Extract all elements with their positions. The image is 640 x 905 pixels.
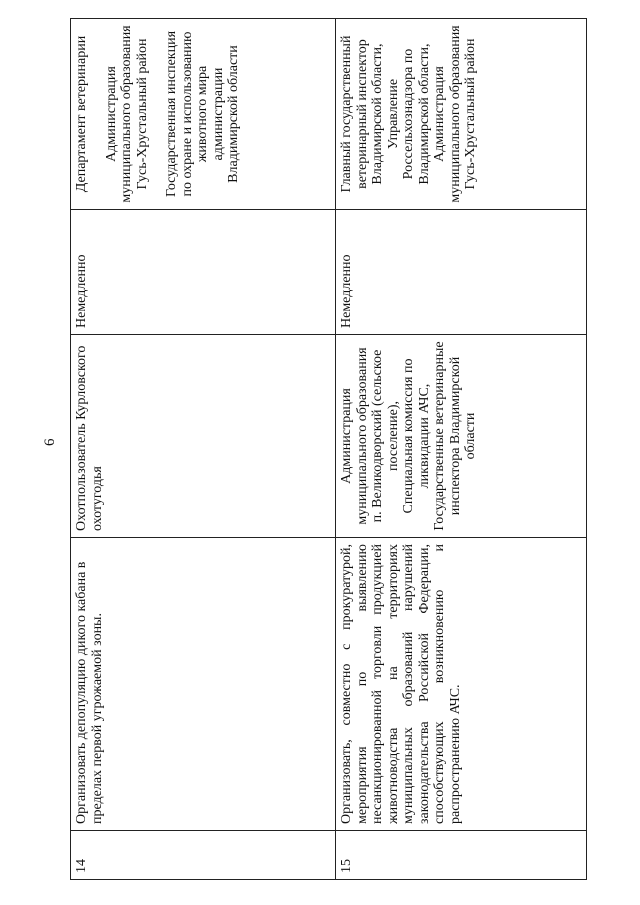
responsible-line: Охотпользователь Курловского охотугодья [74, 345, 105, 531]
row-number: 14 [71, 831, 336, 880]
executor-line: Администрация муниципального образования Гусь-Хрустальный район [103, 25, 150, 203]
responsible-line: Специальная комиссия по ликвидации АЧС, [401, 358, 432, 514]
executors-cell [336, 19, 587, 210]
term-cell: Немедленно [336, 210, 587, 335]
measures-table-container [70, 25, 586, 880]
responsible-cell [71, 335, 336, 538]
row-number: 15 [336, 831, 587, 880]
executor-line: Главный государственный ветеринарный инспектор Владимирской области, [339, 35, 385, 193]
responsible-cell [336, 335, 587, 538]
responsible-line: Государственные ветеринарные инспектора Владимирской области [432, 341, 478, 531]
action-cell: Организовать, совместно с прокуратурой, мероприятия по выявлению несанкционированной торговли продукцией животноводства на территориях муниципальных образований нарушений законодательства Российской Федерации, способствующих возникновению и распространению АЧС. [336, 538, 587, 831]
executor-line: Администрация муниципального образования Гусь-Хрустальный район [432, 25, 478, 203]
table-row [336, 19, 587, 880]
executor-line: Управление Россельхознадзора по Владимирской области, [385, 43, 432, 185]
table-row [71, 19, 336, 880]
executor-line: Государственная инспекция по охране и использованию животного мира администрации Владимирской области [164, 30, 241, 198]
executors-cell [71, 19, 336, 210]
term-cell: Немедленно [71, 210, 336, 335]
responsible-line: Администрация муниципального образования п. Великодворский (сельское поселение), [339, 347, 401, 525]
page-number: 6 [42, 438, 58, 446]
action-cell: Организовать депопуляцию дикого кабана в пределах первой угрожаемой зоны. [71, 538, 336, 831]
measures-table [70, 18, 587, 880]
executor-line: Департамент ветеринарии [74, 35, 89, 193]
